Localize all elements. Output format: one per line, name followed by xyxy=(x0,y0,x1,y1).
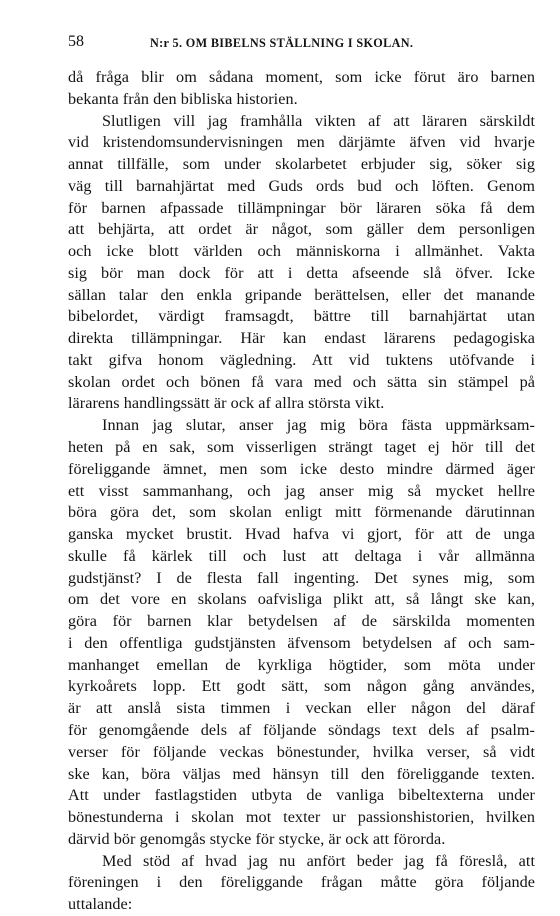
running-title: N:r 5. OM BIBELNS STÄLLNING I SKOLAN. xyxy=(150,36,414,50)
text-line: skolan ordet och bönen få vara med och sätta sin stämpel på xyxy=(68,372,535,391)
text-line: bekanta från den bibliska historien. xyxy=(68,89,298,108)
text-line: lärarens handlingssätt är ock af allra största vikt. xyxy=(68,394,385,413)
text-line: göra för barnen klar betydelsen af de särskilda momenten xyxy=(68,612,535,631)
text-line: Med stöd af hvad jag nu anfört beder jag få föreslå, att xyxy=(102,851,535,870)
text-line: kyrkoårets lopp. Ett godt sätt, som någon gång användes, xyxy=(68,677,535,696)
text-line: ske kan, böra väljas med hänsyn till den föreliggande texten. xyxy=(68,764,535,783)
paragraph xyxy=(68,111,535,416)
text-line: ganska mycket brustit. Hvad hafva vi gjort, för att de unga xyxy=(68,525,535,544)
text-line: om det vore en skolans oafvisliga plikt att, så långt ske kan, xyxy=(68,590,535,609)
text-line: för barnen afpassade tillämpningar bör läraren söka få dem xyxy=(68,198,535,217)
text-line: skulle få kärlek till och lust att deltaga i vår allmänna xyxy=(68,546,535,565)
text-line: för genomgående dels af följande söndags text dels af psalm- xyxy=(68,720,535,739)
text-line: Slutligen vill jag framhålla vikten af att läraren särskildt xyxy=(102,111,535,130)
text-line: ett visst sammanhang, och jag anser mig så mycket hellre xyxy=(68,481,535,500)
text-line: att behjärta, att ordet är något, som gäller dem personligen xyxy=(68,220,535,239)
running-head xyxy=(68,34,535,60)
text-line: vid kristendomsundervisningen men därjämte äfven vid hvarje xyxy=(68,133,535,152)
text-line: bibelordet, värdigt framsagdt, bättre till barnahjärtat utan xyxy=(68,307,535,326)
paragraph xyxy=(68,851,535,916)
book-page xyxy=(68,33,535,914)
text-line: sällan talar den enkla gripande berättelsen, eller det manande xyxy=(68,285,535,304)
text-line: direkta tillämpningar. Här kan endast lärarens pedagogiska xyxy=(68,329,535,348)
text-line: föreningen i den föreliggande frågan måtte göra följande xyxy=(68,873,535,892)
text-line: föreliggande ämnet, men som icke desto mindre därmed äger xyxy=(68,459,535,478)
text-line: uttalande: xyxy=(68,895,133,914)
text-line: manhanget emellan de kyrkliga högtider, som möta under xyxy=(68,655,535,674)
text-line: annat tillfälle, som under skolarbetet erbjuder sig, söker sig xyxy=(68,155,535,174)
text-line: bönestunderna i skolan mot texter ur passionshistorien, hvilken xyxy=(68,808,535,827)
text-line: verser för följande veckas bönestunder, hvilka verser, så vidt xyxy=(68,742,535,761)
page-number: 58 xyxy=(68,33,84,50)
paragraph xyxy=(68,415,535,850)
text-line: väg till barnahjärtat med Guds ords bud och löften. Genom xyxy=(68,176,535,195)
text-line: heten på en sak, som visserligen strängt taget ej hör till det xyxy=(68,438,535,457)
text-line: takt gifva honom vägledning. Att vid tuktens utöfvande i xyxy=(68,350,535,369)
text-line: Innan jag slutar, anser jag mig böra fästa uppmärksam- xyxy=(102,416,535,435)
paragraph xyxy=(68,67,535,111)
text-line: gudstjänst? I de flesta fall ingenting. Det synes mig, som xyxy=(68,568,535,587)
text-line: och icke blott världen och människorna i allmänhet. Vakta xyxy=(68,242,535,261)
text-line: då fråga blir om sådana moment, som icke förut äro barnen xyxy=(68,68,535,86)
text-line: därvid bör genomgås stycke för stycke, är ock att förorda. xyxy=(68,829,446,848)
body-text xyxy=(68,67,535,916)
text-line: sig bör man dock för att i detta afseende slå öfver. Icke xyxy=(68,263,535,282)
text-line: i den offentliga gudstjänsten äfvensom betydelsen af och sam- xyxy=(68,633,535,652)
text-line: Att under fastlagstiden utbyta de vanliga bibeltexterna under xyxy=(68,786,535,805)
text-line: är att anslå sista timmen i veckan eller någon del däraf xyxy=(68,699,535,718)
text-line: böra göra det, som skolan enligt mitt förmenande därutinnan xyxy=(68,503,535,522)
